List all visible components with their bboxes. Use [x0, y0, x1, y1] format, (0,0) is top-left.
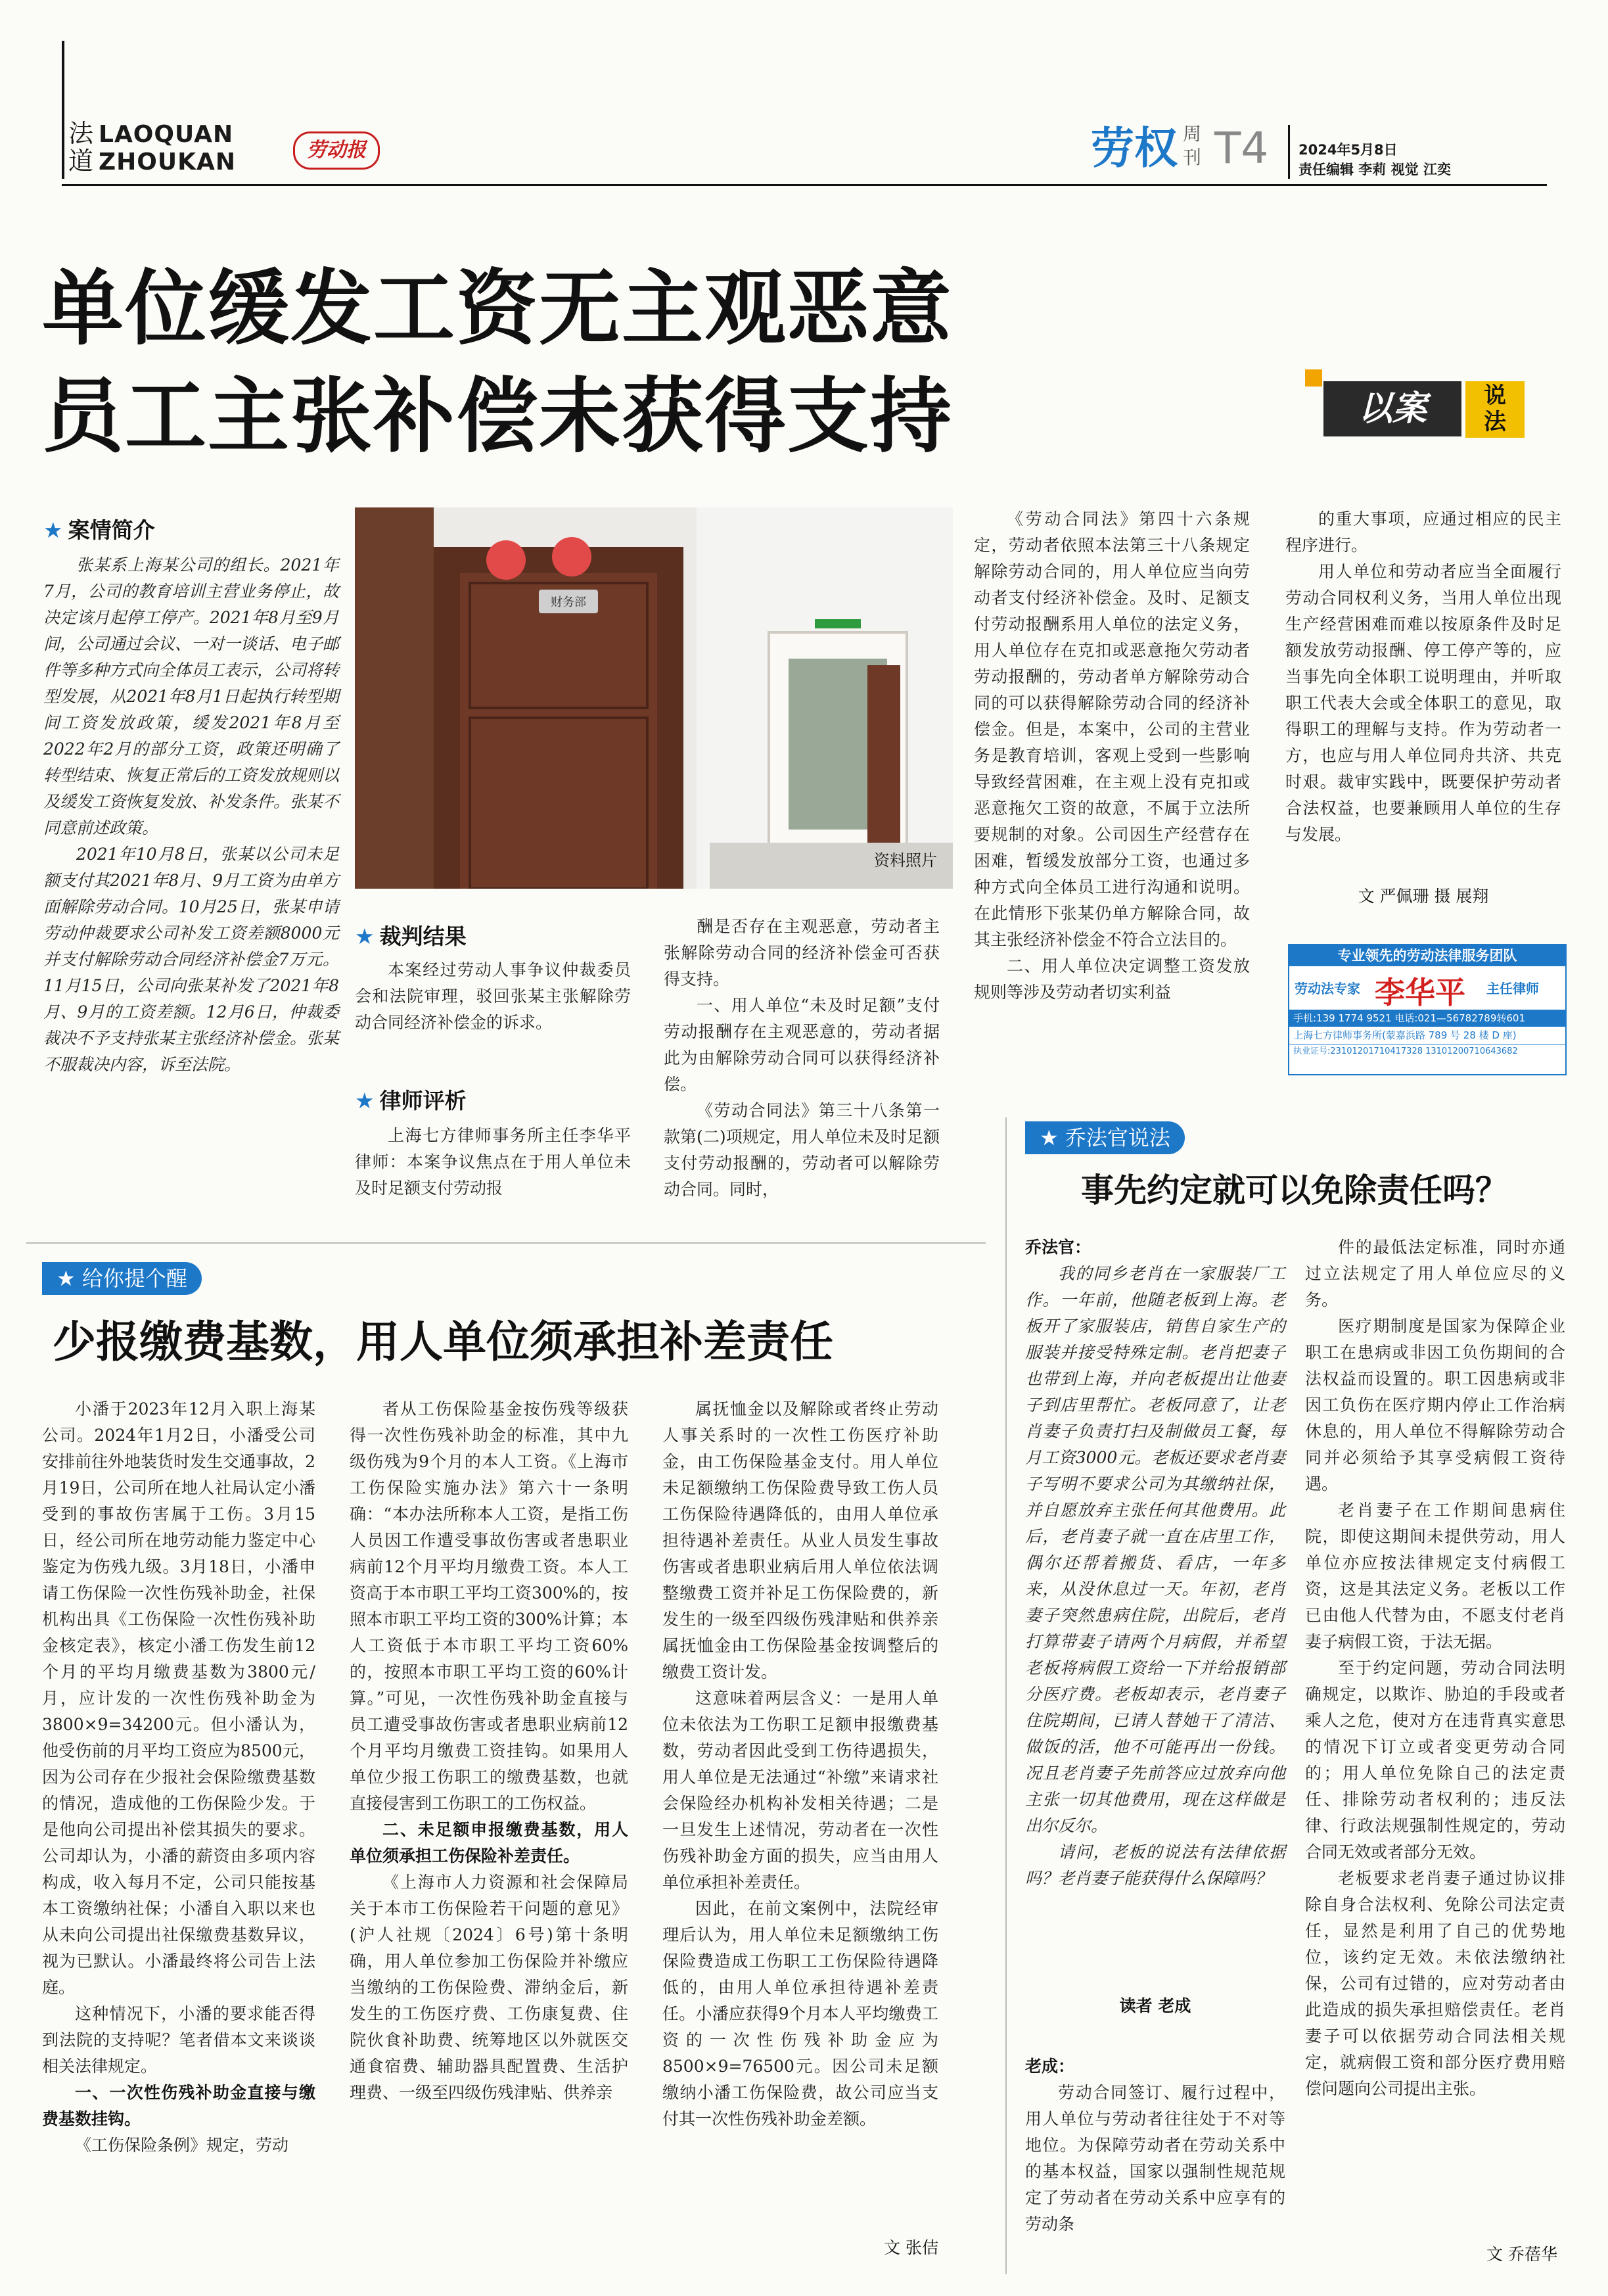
case-summary-heading [43, 515, 155, 546]
masthead-latin-2: ZHOUKAN [99, 149, 236, 176]
main-headline [42, 255, 1159, 471]
issue-date: 2024年5月8日 [1298, 142, 1398, 158]
photo-sign: 财务部 [551, 596, 586, 609]
ad-phone: 手机:139 1774 9521 电话:021—56782789转601 [1289, 1010, 1565, 1027]
newspaper-seal: 劳动报 [293, 131, 380, 170]
answer-label: 老成： [1025, 2057, 1075, 2076]
masthead-bottom-rule [62, 184, 1547, 186]
pill-text: 乔法官说法 [1065, 1125, 1170, 1150]
body-para: 《工伤保险条例》规定，劳动 [75, 2136, 289, 2155]
article2-col1 [42, 1396, 315, 2159]
article1-col4 [974, 506, 1250, 1006]
case-para: 张某系上海某公司的组长。2021年7月，公司的教育培训主营业务停止，故决定该月起停工停产。2021年8月至9月间，公司通过会议、一对一谈话、电子邮件等多种方式向全体员工表示，公司将转型发展，从2021年8月1日起执行转型期间工资发放政策，缓发2021年8月至2022年2月的部分工资，政策还明确了转型结束、恢复正常后的工资发放规则以及缓发工资恢复发放、补发条件。张某不同意前述政策。 [43, 555, 340, 837]
masthead-latin [99, 121, 236, 176]
masthead-rule [62, 41, 64, 179]
article3-pill: ★ 乔法官说法 [1025, 1121, 1185, 1154]
question-para: 我的同乡老肖在一家服装厂工作。一年前，他随老板到上海。老板开了家服装店，销售自家生产的服装并接受特殊定制。老肖把妻子也带到上海，并向老板提出让他妻子到店里帮忙。老板同意了，让老肖妻子负责打扫及制做员工餐，每月工资3000元。老板还要求老肖妻子写明不要求公司为其缴纳社保，并自愿放弃主张任何其他费用。此后，老肖妻子就一直在店里工作，偶尔还帮着搬货、看店，一年多来，从没休息过一天。年初，老肖妻子突然患病住院，出院后，老肖打算带妻子请两个月病假，并希望老板将病假工资给一下并给报销部分医疗费。老板却表示，老肖妻子住院期间，已请人替她干了清洁、做饭的活，他不可能再出一份钱。况且老肖妻子先前答应过放弃向他主张一切其他费用，现在这样做是出尔反尔。 [1025, 1264, 1285, 1835]
masthead-char-a: 法 [68, 119, 94, 148]
lawyer-heading-text: 律师评析 [379, 1088, 467, 1113]
lawyer-text [355, 1123, 631, 1202]
badge-accent [1305, 369, 1322, 387]
case-badge [1305, 364, 1542, 443]
badge-right [1465, 381, 1525, 438]
body-para: 酬是否存在主观恶意，劳动者主张解除劳动合同的经济补偿金可否获得支持。 [664, 917, 940, 989]
body-para: 用人单位和劳动者应当全面履行劳动合同权利义务，当用人单位出现生产经营困难而难以按原条件及时足额发放劳动报酬、停工停产等的，应当事先向全体职工说明理由，并听取职工代表大会或全体职工的意见，取得职工的理解与支持。作为劳动者一方，也应与用人单位同舟共济、共克时艰。裁审实践中，既要保护劳动者合法权益，也要兼顾用人单位的生存与发展。 [1285, 562, 1561, 844]
article2-col3 [662, 1396, 938, 2132]
body-para: 《上海市人力资源和社会保障局关于本市工伤保险若干问题的意见》(沪人社规〔2024〕6号)第十条明确，用人单位参加工伤保险并补缴应当缴纳的工伤保险费、滞纳金后，新发生的工伤医疗费、工伤康复费、住院伙食补助费、统筹地区以外就医交通食宿费、辅助器具配置费、生活护理费、一级至四级伤残津贴、供养亲 [350, 1873, 628, 2102]
question-label: 乔法官： [1025, 1238, 1091, 1257]
article2-byline: 文 张佶 [884, 2238, 938, 2257]
ad-lawyer-title: 主任律师 [1486, 981, 1539, 996]
body-para: 的重大事项，应通过相应的民主程序进行。 [1285, 509, 1561, 555]
lawyer-para: 上海七方律师事务所主任李华平律师：本案争议焦点在于用人单位未及时足额支付劳动报 [355, 1126, 631, 1198]
case-heading-text: 案情简介 [68, 517, 155, 543]
answer-para: 老板要求老肖妻子通过协议排除自身合法权利、免除公司法定责任，显然是利用了自己的优势地位，该约定无效。未依法缴纳社保，公司有过错的，应对劳动者由此造成的损失承担赔偿责任。老肖妻子可以依据劳动合同法相关规定，就病假工资和部分医疗费用赔偿问题向公司提出主张。 [1305, 1869, 1565, 2098]
body-para: 二、用人单位决定调整工资发放规则等涉及劳动者切实利益 [974, 956, 1250, 1002]
photo-caption: 资料照片 [874, 851, 937, 870]
ad-lawyer-name: 李华平 [1375, 975, 1465, 1010]
article1-col3 [664, 914, 940, 1203]
section-sub-1: 周 [1183, 123, 1202, 145]
ad-banner: 专业领先的劳动法律服务团队 [1289, 945, 1565, 966]
section-name: 劳权 [1091, 123, 1178, 174]
headline-line-1: 单位缓发工资无主观恶意 [42, 261, 953, 356]
answer-col2 [1305, 1234, 1565, 2102]
article2-col2 [350, 1396, 628, 2106]
article3-headline: 事先约定就可以免除责任吗？ [1081, 1171, 1508, 1209]
page-number: T4 [1214, 123, 1269, 174]
editors: 责任编辑 李莉 视觉 江奕 [1298, 162, 1451, 177]
verdict-heading-text: 裁判结果 [379, 924, 467, 949]
body-para: 《劳动合同法》第四十六条规定，劳动者依照本法第三十八条规定解除劳动合同的，用人单位应当向劳动者支付经济补偿金。及时、足额支付劳动报酬系用人单位的法定义务，用人单位存在克扣或恶意拖欠劳动者劳动报酬的，劳动者单方解除劳动合同的可以获得解除劳动合同的经济补偿金。但是，本案中，公司的主营业务是教育培训，客观上受到一些影响导致经营困难，在主观上没有克扣或恶意拖欠工资的故意，不属于立法所要规制的对象。公司因生产经营存在困难，暂缓发放部分工资，也通过多种方式向全体员工进行沟通和说明。在此情形下张某仍单方解除合同，故其主张经济补偿金不符合立法目的。 [974, 509, 1250, 949]
lawyer-heading [355, 1086, 467, 1116]
star-icon: ★ [43, 517, 63, 543]
section-divider [1005, 1117, 1007, 2274]
office-photo [355, 507, 953, 889]
badge-right-1: 说 [1484, 383, 1506, 409]
masthead-latin-1: LAOQUAN [99, 121, 234, 148]
headline-line-2: 员工主张补偿未获得支持 [42, 369, 953, 464]
body-para: 因此，在前文案例中，法院经审理后认为，用人单位未足额缴纳工伤保险费造成工伤职工工伤保险待遇降低的，由用人单位承担待遇补差责任。小潘应获得9个月本人平均缴费工资的一次性伤残补助金应为8500×9=76500元。因公司未足额缴纳小潘工伤保险费，故公司应当支付其一次性伤残补助金差额。 [662, 1899, 938, 2128]
verdict-text [355, 957, 631, 1036]
verdict-para: 本案经过劳动人事争议仲裁委员会和法院审理，驳回张某主张解除劳动合同经济补偿金的诉求。 [355, 960, 631, 1032]
case-summary-text [43, 552, 339, 1078]
pill-text: 给你提个醒 [81, 1266, 187, 1291]
masthead-vertical [68, 120, 95, 175]
body-para: 这种情况下，小潘的要求能否得到法院的支持呢？笔者借本文来谈谈相关法律规定。 [42, 2004, 315, 2076]
subhead: 二、未足额申报缴费基数，用人单位须承担工伤保险补差责任。 [350, 1820, 628, 1865]
lawyer-ad [1288, 944, 1567, 1075]
ad-license: 执业证号:23101201710417328 13101200710643682 [1289, 1044, 1565, 1059]
reader-sign: 读者 老成 [1119, 1996, 1191, 2015]
star-icon: ★ [355, 924, 375, 949]
answer-para: 医疗期制度是国家为保障企业职工在患病或非因工负伤期间的合法权益而设置的。职工因患病或非因工负伤在医疗期内停止工作治病休息的，用人单位不得解除劳动合同并必须给予其享受病假工资待遇。 [1305, 1317, 1565, 1493]
answer-para: 件的最低法定标准，同时亦通过立法规定了用人单位应尽的义务。 [1305, 1238, 1565, 1309]
badge-right-2: 法 [1484, 409, 1506, 435]
section-divider [26, 1242, 986, 1244]
case-para: 2021年10月8日，张某以公司未足额支付其2021年8月、9月工资为由单方面解除劳动合同。10月25日，张某申请劳动仲裁要求公司补发工资差额8000元并支付解除劳动合同经济补偿金7万元。11月15日，公司向张某补发了2021年8月、9月的工资差额。12月6日，仲裁委裁决不予支持张某主张经济补偿金。张某不服裁决内容，诉至法院。 [43, 845, 340, 1074]
photo-scene [355, 507, 953, 889]
answer-col1 [1025, 2080, 1285, 2237]
badge-left: 以案 [1323, 381, 1461, 436]
body-para: 《劳动合同法》第三十八条第一款第(二)项规定，用人单位未及时足额支付劳动报酬的，劳动者可以解除劳动合同。同时， [664, 1101, 940, 1199]
article3-byline: 文 乔蓓华 [1486, 2245, 1557, 2264]
section-sub-2: 刊 [1183, 147, 1202, 168]
article2-pill: ★ 给你提个醒 [42, 1262, 202, 1295]
masthead-divider [1288, 125, 1290, 179]
subhead: 一、一次性伤残补助金直接与缴费基数挂钩。 [42, 2083, 315, 2128]
star-icon: ★ [355, 1088, 375, 1113]
ad-label: 劳动法专家 [1295, 981, 1360, 996]
body-para: 属抚恤金以及解除或者终止劳动人事关系时的一次性工伤医疗补助金，由工伤保险基金支付。用人单位未足额缴纳工伤保险费导致工伤人员工伤保险待遇降低的，由用人单位承担待遇补差责任。从业人员发生事故伤害或者患职业病后用人单位依法调整缴费工资并补足工伤保险费的，新发生的一级至四级伤残津贴和供养亲属抚恤金由工伤保险基金按调整后的缴费工资计发。 [662, 1399, 938, 1681]
body-para: 一、用人单位“未及时足额”支付劳动报酬存在主观恶意的，劳动者据此为由解除劳动合同可以获得经济补偿。 [664, 996, 940, 1094]
section-sub [1183, 122, 1201, 170]
article1-col5 [1285, 506, 1561, 848]
verdict-heading [355, 922, 467, 952]
masthead-char-b: 道 [68, 147, 94, 176]
answer-para: 老肖妻子在工作期间患病住院，即使这期间未提供劳动，用人单位亦应按法律规定支付病假工资，这是其法定义务。老板以工作已由他人代替为由，不愿支付老肖妻子病假工资，于法无据。 [1305, 1501, 1565, 1651]
article1-byline: 文 严佩珊 摄 展翔 [1358, 887, 1489, 906]
ad-address: 上海七方律师事务所(蒙嘉浜路 789 号 28 楼 D 座) [1293, 1029, 1517, 1041]
body-para: 者从工伤保险基金按伤残等级获得一次性伤残补助金的标准，其中九级伤残为9个月的本人工资。《上海市工伤保险实施办法》第六十一条明确：“本办法所称本人工资，是指工伤人员因工作遭受事故伤害或者患职业病前12个月平均月缴费工资。本人工资高于本市职工平均工资300%的，按照本市职工平均工资的300%计算；本人工资低于本市职工平均工资60%的，按照本市职工平均工资的60%计算。”可见，一次性伤残补助金直接与员工遭受事故伤害或者患职业病前12个月平均月缴费工资挂钩。如果用人单位少报工伤职工的缴费基数，也就直接侵害到工伤职工的工伤权益。 [350, 1399, 628, 1813]
question-text [1025, 1261, 1285, 1892]
question-para: 请问，老板的说法有法律依据吗？老肖妻子能获得什么保障吗？ [1025, 1842, 1285, 1888]
answer-para: 劳动合同签订、履行过程中，用人单位与劳动者往往处于不对等地位。为保障劳动者在劳动关系中的基本权益，国家以强制性规范规定了劳动者在劳动关系中应享有的劳动条 [1025, 2083, 1285, 2234]
answer-para: 至于约定问题，劳动合同法明确规定，以欺诈、胁迫的手段或者乘人之危，使对方在违背真实意思的情况下订立或者变更劳动合同的；用人单位免除自己的法定责任、排除劳动者权利的；违反法律、行政法规强制性规定的，劳动合同无效或者部分无效。 [1305, 1658, 1565, 1862]
body-para: 这意味着两层含义：一是用人单位未依法为工伤职工足额申报缴费基数，劳动者因此受到工伤待遇损失，用人单位是无法通过“补缴”来请求社会保险经办机构补发相关待遇；二是一旦发生上述情况，劳动者在一次性伤残补助金方面的损失，应当由用人单位承担补差责任。 [662, 1689, 938, 1892]
article2-headline: 少报缴费基数，用人单位须承担补差责任 [53, 1316, 833, 1367]
ad-name-row [1289, 966, 1565, 1010]
body-para: 小潘于2023年12月入职上海某公司。2024年1月2日，小潘受公司安排前往外地装货时发生交通事故，2月19日，公司所在地人社局认定小潘受到的事故伤害属于工伤。3月15日，经公司所在地劳动能力鉴定中心鉴定为伤残九级。3月18日，小潘申请工伤保险一次性伤残补助金，社保机构出具《工伤保险一次性伤残补助金核定表》，核定小潘工伤发生前12个月的平均月缴费基数为3800元/月，应计发的一次性伤残补助金为3800×9=34200元。但小潘认为，他受伤前的月平均工资应为8500元，因为公司存在少报社会保险缴费基数的情况，造成他的工伤保险少发。于是他向公司提出补偿其损失的要求。公司却认为，小潘的薪资由多项内容构成，收入每月不定，公司只能按基本工资缴纳社保；小潘自入职以来也从未向公司提出社保缴费基数异议，视为已默认。小潘最终将公司告上法庭。 [42, 1399, 315, 1997]
